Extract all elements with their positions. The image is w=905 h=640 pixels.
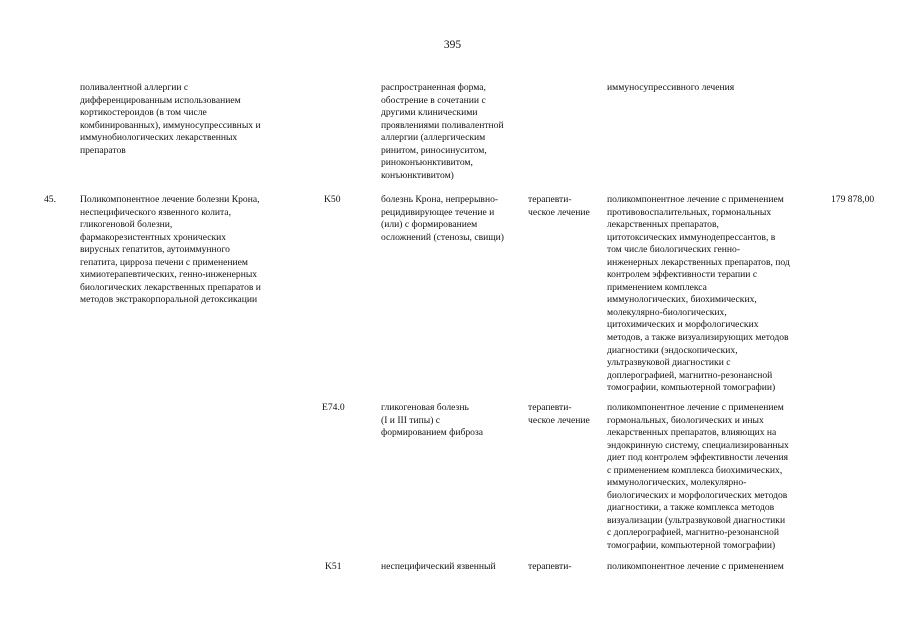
text-line: лекарственных препаратов, влияющих на	[607, 427, 777, 439]
text-line: поликомпонентное лечение с применением	[607, 402, 784, 413]
text-line: иммунобиологических лекарственных	[80, 132, 238, 144]
text-line: молекулярно-биологических,	[607, 306, 727, 318]
text-line: поликомпонентное лечение с применением	[607, 194, 784, 205]
text-line: контролем эффективности терапии с	[607, 269, 758, 281]
treatment-type-cell	[528, 561, 572, 574]
method-cell	[80, 194, 261, 307]
text-line: иммунологических, биохимических,	[607, 294, 757, 306]
text-line: препаратов	[80, 144, 126, 156]
text-line: конъюнктивитом)	[381, 169, 454, 181]
text-line: комбинированных), иммуносупрессивных и	[80, 119, 261, 131]
text-line: дифференцированным использованием	[80, 94, 241, 106]
text-line: методов экстракорпоральной детоксикации	[80, 294, 258, 306]
icd-code: E74.0	[322, 402, 345, 413]
text-line: (или) с формированием	[381, 219, 478, 231]
text-line: томографии, компьютерной томографии)	[607, 540, 776, 552]
text-line: диагностики (эндоскопических,	[607, 344, 738, 356]
text-line: гликогеновая болезнь	[381, 402, 469, 413]
method-cell	[80, 82, 261, 157]
text-line: терапевти-	[528, 194, 572, 205]
icd-code: K51	[325, 561, 342, 572]
text-line: с применением комплекса биохимических,	[607, 464, 783, 476]
text-line: ринитом, риносинуситом,	[381, 144, 487, 156]
text-line: рецидивирующее течение и	[381, 206, 495, 218]
text-line: ческое лечение	[528, 206, 590, 218]
text-line: болезнь Крона, непрерывно-	[381, 194, 499, 205]
text-line: риноконъюнктивитом,	[381, 157, 473, 169]
text-line: томографии, компьютерной томографии)	[607, 382, 776, 394]
text-line: иммунологических, молекулярно-	[607, 477, 747, 489]
text-line: гормональных, биологических и иных	[607, 414, 764, 426]
text-line: гликогеновой болезни,	[80, 219, 173, 231]
text-line: аллергии (аллергическим	[381, 132, 486, 144]
treatment-description-cell	[607, 82, 734, 95]
page-number: 395	[443, 39, 462, 51]
patient-model-cell	[381, 82, 504, 182]
text-line: эндокринную систему, специализированных	[607, 439, 789, 451]
text-line: лекарственных препаратов,	[607, 219, 719, 231]
text-line: другими клиническими	[381, 107, 478, 119]
text-line: визуализации (ультразвуковой диагностики	[607, 514, 786, 526]
patient-model-cell	[381, 194, 504, 244]
treatment-type-cell	[528, 402, 590, 427]
text-line: неспецифического язвенного колита,	[80, 206, 231, 218]
text-line: том числе биологических генно-	[607, 244, 741, 256]
text-line: иммуносупрессивного лечения	[607, 82, 735, 93]
text-line: неспецифический язвенный	[381, 561, 496, 572]
text-line: химиотерапевтических, генно-инженерных	[80, 269, 258, 281]
text-line: цитохимических и морфологических	[607, 319, 759, 331]
text-line: вирусных гепатитов, аутоиммунного	[80, 244, 230, 256]
treatment-type-cell	[528, 194, 590, 219]
text-line: фармакорезистентных хронических	[80, 231, 227, 243]
text-line: доплерографией, магнитно-резонансной	[607, 369, 773, 381]
text-line: проявлениями поливалентной	[381, 119, 504, 131]
text-line: инженерных лекарственных препаратов, под	[607, 256, 790, 268]
text-line: Поликомпонентное лечение болезни Крона,	[80, 194, 260, 205]
icd-code: K50	[324, 194, 341, 205]
text-line: поликомпонентное лечение с применением	[607, 561, 784, 572]
text-line: цитотоксических иммунодепрессантов, в	[607, 231, 776, 243]
text-line: обострение в сочетании с	[381, 94, 486, 106]
text-line: формированием фиброза	[381, 427, 483, 439]
text-line: распространенная форма,	[381, 82, 486, 93]
treatment-description-cell	[607, 561, 784, 574]
row-number: 45.	[44, 194, 56, 205]
text-line: поливалентной аллергии с	[80, 82, 189, 93]
text-line: ультразвуковой диагностики с	[607, 357, 731, 369]
text-line: биологических и морфологических методов	[607, 489, 788, 501]
text-line: диет под контролем эффективности лечения	[607, 452, 789, 464]
text-line: биологических лекарственных препаратов и	[80, 281, 261, 293]
text-line: ческое лечение	[528, 414, 590, 426]
text-line: осложнений (стенозы, свищи)	[381, 231, 504, 243]
text-line: (I и III типы) с	[381, 414, 441, 426]
patient-model-cell	[381, 402, 483, 440]
treatment-description-cell	[607, 402, 789, 553]
text-line: противовоспалительных, гормональных	[607, 206, 772, 218]
text-line: гепатита, цирроза печени с применением	[80, 256, 248, 268]
text-line: кортикостероидов (в том числе	[80, 107, 207, 119]
text-line: методов, а также визуализирующих методов	[607, 332, 789, 344]
patient-model-cell	[381, 561, 496, 574]
text-line: терапевти-	[528, 561, 572, 572]
text-line: применением комплекса	[607, 281, 707, 293]
treatment-description-cell	[607, 194, 790, 395]
cost-cell: 179 878,00	[831, 194, 875, 205]
text-line: диагностики, а также комплекса методов	[607, 502, 775, 514]
text-line: терапевти-	[528, 402, 572, 413]
text-line: с доплерографией, магнитно-резонансной	[607, 527, 779, 539]
